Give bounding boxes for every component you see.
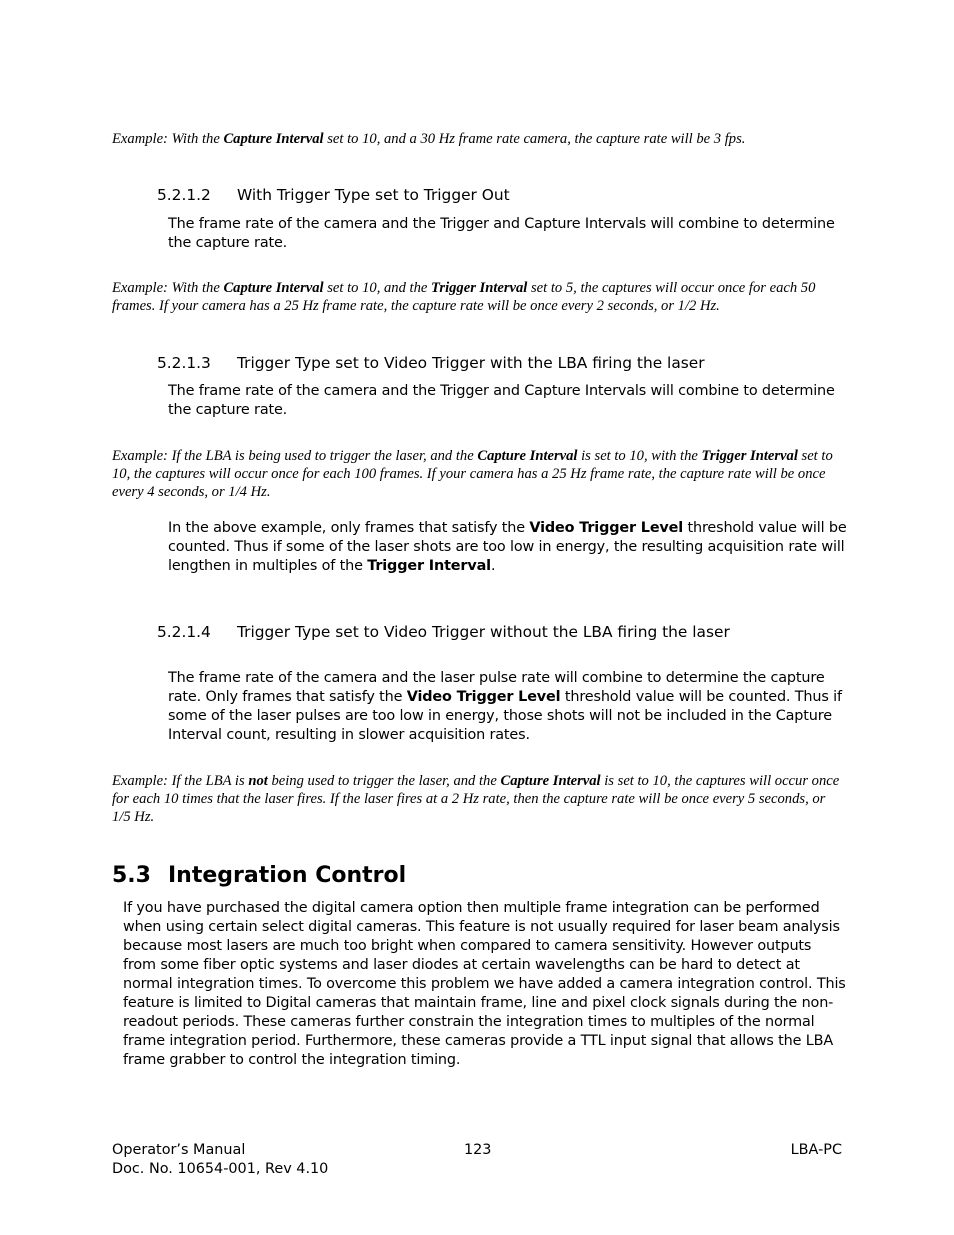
footer-doc-number: Doc. No. 10654-001, Rev 4.10 bbox=[112, 1161, 329, 1177]
heading-5-2-1-4 bbox=[157, 622, 730, 642]
paragraph-text: . bbox=[490, 558, 496, 574]
example-text: set to 10, and the bbox=[323, 280, 432, 296]
heading-5-2-1-3 bbox=[157, 353, 705, 373]
heading-number: 5.2.1.4 bbox=[157, 623, 211, 641]
heading-number: 5.2.1.3 bbox=[157, 354, 211, 372]
heading-title: Trigger Type set to Video Trigger with the LBA firing the laser bbox=[237, 354, 705, 372]
heading-title: Integration Control bbox=[168, 863, 407, 888]
heading-title: With Trigger Type set to Trigger Out bbox=[237, 186, 510, 204]
paragraph-integration-control: If you have purchased the digital camera option then multiple frame integration can be performed when using certain select digital cameras. This feature is not usually required for laser beam analysis because most lasers are much too bright when compared to camera sensitivity. However outputs from some fiber optic systems and laser diodes at certain wavelengths can be hard to detect at normal integration times. To overcome this problem we have added a camera integration control. This feature is limited to Digital cameras that maintain frame, line and pixel clock signals during the non-readout periods. These cameras further constrain the integration times to multiples of the normal frame integration period. Furthermore, these cameras provide a TTL input signal that allows the LBA frame grabber to control the integration timing. bbox=[123, 900, 846, 1068]
paragraph-5-2-1-3: The frame rate of the camera and the Trigger and Capture Intervals will combine to determine the capture rate. bbox=[168, 383, 835, 418]
bold-term: Video Trigger Level bbox=[529, 520, 684, 536]
example-lba-not-firing bbox=[112, 772, 842, 826]
footer-manual-title: Operator’s Manual bbox=[112, 1142, 246, 1158]
bold-term: Video Trigger Level bbox=[406, 689, 561, 705]
heading-5-2-1-2 bbox=[157, 185, 510, 205]
footer-page-number: 123 bbox=[464, 1142, 492, 1158]
bold-term: Trigger Interval bbox=[367, 558, 491, 574]
example-bold-term: Capture Interval bbox=[223, 280, 324, 296]
heading-number: 5.3 bbox=[112, 863, 151, 888]
paragraph-video-trigger-note bbox=[168, 519, 848, 576]
example-text: being used to trigger the laser, and the bbox=[267, 773, 501, 789]
example-lba-firing-laser bbox=[112, 447, 847, 501]
example-text: Example: With the bbox=[112, 131, 224, 147]
example-text: set to 5, the captures will occur once for each 50 frames. If your camera has a 25 Hz frame rate, the capture rate will be once every 2 seconds, or 1/2 Hz. bbox=[112, 280, 816, 314]
example-text: is set to 10, with the bbox=[577, 448, 702, 464]
paragraph-text: threshold value will be counted. Thus if some of the laser pulses are too low in energy, those shots will not be included in the Capture Interval count, resulting in slower acquisition rates. bbox=[168, 689, 842, 743]
example-bold-term: Trigger Interval bbox=[701, 448, 798, 464]
example-bold-term: Trigger Interval bbox=[431, 280, 528, 296]
example-bold-term: not bbox=[248, 773, 268, 789]
example-bold-term: Capture Interval bbox=[223, 131, 324, 147]
paragraph-text: The frame rate of the camera and the laser pulse rate will combine to determine the capture rate. Only frames that satisfy the bbox=[168, 670, 825, 705]
heading-number: 5.2.1.2 bbox=[157, 186, 211, 204]
example-text: is set to 10, the captures will occur once for each 10 times that the laser fires. If the laser fires at a 2 Hz rate, then the capture rate will be once every 5 seconds, or 1/5 Hz. bbox=[112, 773, 840, 825]
paragraph-5-2-1-4 bbox=[168, 669, 848, 745]
example-text: set to 10, and a 30 Hz frame rate camera, the capture rate will be 3 fps. bbox=[323, 131, 746, 147]
paragraph-text: threshold value will be counted. Thus if some of the laser shots are too low in energy, the resulting acquisition rate will lengthen in multiples of the bbox=[168, 520, 847, 574]
footer-product-name: LBA-PC bbox=[790, 1142, 842, 1158]
example-trigger-out bbox=[112, 279, 842, 315]
example-bold-term: Capture Interval bbox=[477, 448, 578, 464]
footer-left bbox=[112, 1141, 328, 1179]
example-bold-term: Capture Interval bbox=[500, 773, 601, 789]
example-text: Example: If the LBA is being used to trigger the laser, and the bbox=[112, 448, 478, 464]
example-capture-interval-30hz bbox=[112, 130, 847, 148]
example-text: Example: With the bbox=[112, 280, 224, 296]
paragraph-text: In the above example, only frames that satisfy the bbox=[168, 520, 530, 536]
example-text: Example: If the LBA is bbox=[112, 773, 249, 789]
example-text: set to 10, the captures will occur once for each 100 frames. If your camera has a 25 Hz frame rate, the capture rate will be once every 4 seconds, or 1/4 Hz. bbox=[112, 448, 833, 500]
paragraph-5-2-1-2: The frame rate of the camera and the Trigger and Capture Intervals will combine to determine the capture rate. bbox=[168, 216, 835, 251]
heading-title: Trigger Type set to Video Trigger without the LBA firing the laser bbox=[237, 623, 730, 641]
heading-5-3 bbox=[112, 862, 406, 890]
